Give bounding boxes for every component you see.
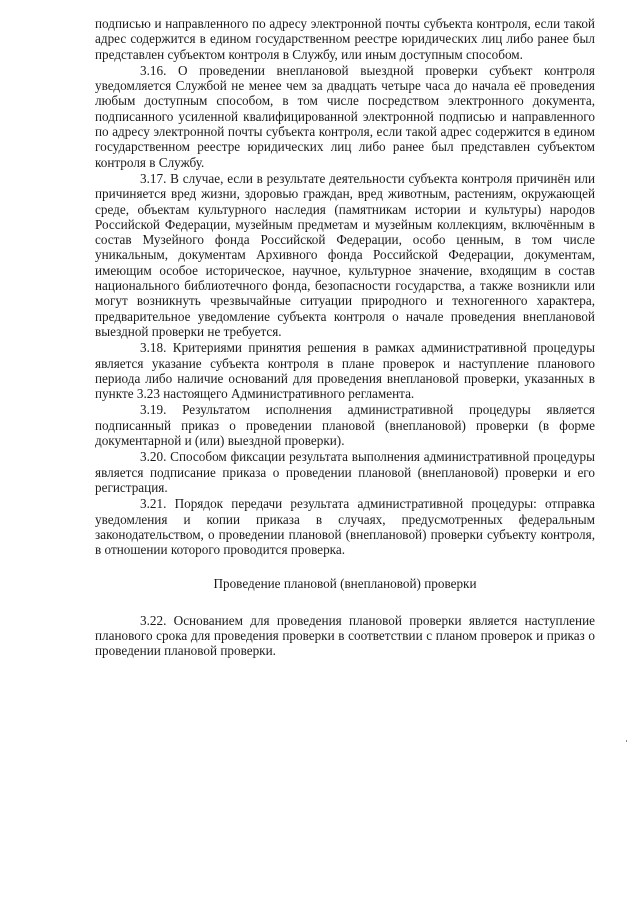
- paragraph-3-21: 3.21. Порядок передачи результата административной процедуры: отправка уведомления и копии приказа в случаях, предусмотренных федеральным законодательством, о проведении плановой (внеплановой) проверки субъекту контроля, в отношении которого проводится проверка.: [95, 496, 595, 558]
- section-heading: Проведение плановой (внеплановой) проверки: [213, 576, 477, 592]
- paragraph-3-20: 3.20. Способом фиксации результата выполнения административной процедуры является подписание приказа о проведении плановой (внеплановой) проверки и его регистрация.: [95, 449, 595, 495]
- paragraph-3-19: 3.19. Результатом исполнения административной процедуры является подписанный приказ о проведении плановой (внеплановой) проверки (в форме документарной и (или) выездной проверки).: [95, 402, 595, 449]
- paragraph-3-18: 3.18. Критериями принятия решения в рамках административной процедуры является указание субъекта контроля в плане проверок и наступление планового периода либо наличие оснований для проведения внеплановой проверки, указанных в пункте 3.23 настоящего Административного регламента.: [95, 340, 595, 402]
- paragraph-3-16: 3.16. О проведении внеплановой выездной проверки субъект контроля уведомляется Службой не менее чем за двадцать четыре часа до начала её проведения любым доступным способом, в том числе посредством электронного документа, подписанного усиленной квалифицированной электронной подписью и направленного по адресу электронной почты субъекта контроля, если такой адрес содержится в едином государственном реестре юридических лиц либо ранее был представлен субъектом контроля в Службу.: [95, 62, 595, 170]
- scan-mark: [626, 740, 627, 742]
- paragraph-3-17: 3.17. В случае, если в результате деятельности субъекта контроля причинён или причиняется вред жизни, здоровью граждан, вред животным, растениям, окружающей среде, объектам культурного наследия (памятникам истории и культуры) народов Российской Федерации, музейным предметам и музейным коллекциям, включённым в состав Музейного фонда Российской Федерации, особо ценным, в том числе уникальным, документам Архивного фонда Российской Федерации, документам, имеющим особое историческое, научное, культурное значение, входящим в состав национального библиотечного фонда, безопасности государства, а также возникли или могут возникнуть чрезвычайные ситуации природного и техногенного характера, предварительное уведомление субъекта контроля о начале проведения внеплановой выездной проверки не требуется.: [95, 170, 595, 339]
- paragraph-continuation: подписью и направленного по адресу электронной почты субъекта контроля, если такой адрес содержится в едином государственном реестре юридических лиц либо ранее был представлен субъектом контроля в Службу, или иным доступным способом.: [95, 16, 595, 62]
- document-page: [95, 16, 595, 660]
- paragraph-3-22: 3.22. Основанием для проведения плановой проверки является наступление планового срока для проведения проверки в соответствии с планом проверок и приказ о проведении плановой проверки.: [95, 612, 595, 659]
